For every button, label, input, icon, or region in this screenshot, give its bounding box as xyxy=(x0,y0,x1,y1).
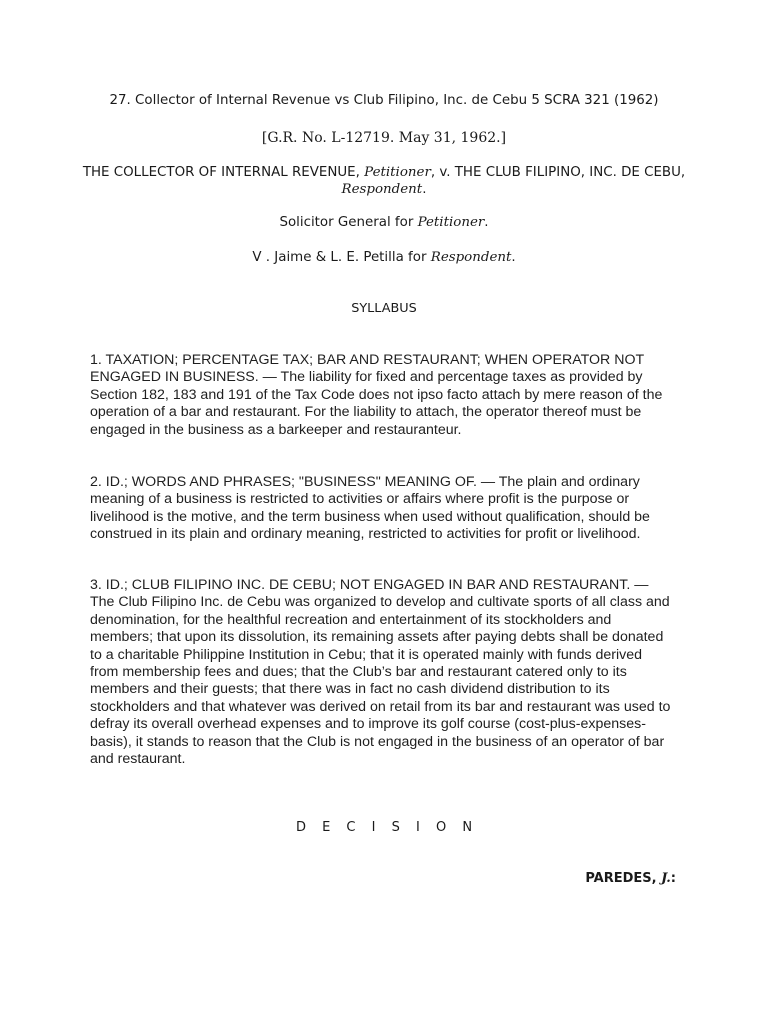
parties-end: . xyxy=(422,182,427,197)
ponente xyxy=(585,871,676,886)
gr-number: [G.R. No. L-12719. May 31, 1962.] xyxy=(261,130,507,146)
syllabus-paragraph-1: 1. TAXATION; PERCENTAGE TAX; BAR AND RESTAURANT; WHEN OPERATOR NOT ENGAGED IN BUSINESS. — The liability for fixed and percentage taxes as provided by Section 182, 183 and 191 of the Tax Code does not ipso facto attach by mere reason of the operation of a bar and restaurant. For the liability to attach, the operator thereof must be engaged in the business as a barkeeper and restauranteur. xyxy=(90,352,663,438)
counsel-petitioner-name: Solicitor General for xyxy=(279,215,418,230)
counsel-respondent-name: V . Jaime & L. E. Petilla for xyxy=(252,250,431,265)
decision-heading: D E C I S I O N xyxy=(295,820,479,835)
respondent-role: Respondent xyxy=(341,182,423,197)
counsel-respondent-role: Respondent xyxy=(430,250,512,265)
counsel-respondent xyxy=(80,249,688,266)
counsel-petitioner-end: . xyxy=(484,215,489,230)
ponente-end: : xyxy=(670,871,676,886)
counsel-petitioner xyxy=(80,214,688,231)
parties xyxy=(80,164,688,198)
petitioner-role: Petitioner xyxy=(364,165,431,180)
ponente-name: PAREDES, xyxy=(585,871,662,886)
syllabus-paragraph-3: 3. ID.; CLUB FILIPINO INC. DE CEBU; NOT ENGAGED IN BAR AND RESTAURANT. — The Club Filipino Inc. de Cebu was organized to develop and cultivate sports of all class and denomination, for the healthful recreation and entertainment of its stockholders and members; that upon its dissolution, its remaining assets after paying debts shall be donated to a charitable Philippine Institution in Cebu; that it is operated mainly with funds derived from membership fees and dues; that the Club’s bar and restaurant catered only to its members and their guests; that there was in fact no cash dividend distribution to its stockholders and that whatever was derived on retail from its bar and restaurant was used to defray its overall overhead expenses and to improve its golf course (cost-plus-expenses-basis), it stands to reason that the Club is not engaged in the business of an operator of bar and restaurant. xyxy=(90,577,671,768)
ponente-title: J. xyxy=(661,871,671,886)
versus-respondent: , v. THE CLUB FILIPINO, INC. DE CEBU, xyxy=(430,165,686,180)
syllabus-paragraph-2: 2. ID.; WORDS AND PHRASES; "BUSINESS" MEANING OF. — The plain and ordinary meaning of a business is restricted to activities or affairs where profit is the purpose or livelihood is the motive, and the term business when used without qualification, should be construed in its plain and ordinary meaning, restricted to activities for profit or livelihood. xyxy=(90,474,650,543)
petitioner-name: THE COLLECTOR OF INTERNAL REVENUE, xyxy=(82,165,360,180)
case-title: 27. Collector of Internal Revenue vs Club Filipino, Inc. de Cebu 5 SCRA 321 (1962) xyxy=(109,93,659,108)
counsel-respondent-end: . xyxy=(511,250,516,265)
syllabus-heading: SYLLABUS xyxy=(351,301,417,316)
counsel-petitioner-role: Petitioner xyxy=(417,215,485,230)
